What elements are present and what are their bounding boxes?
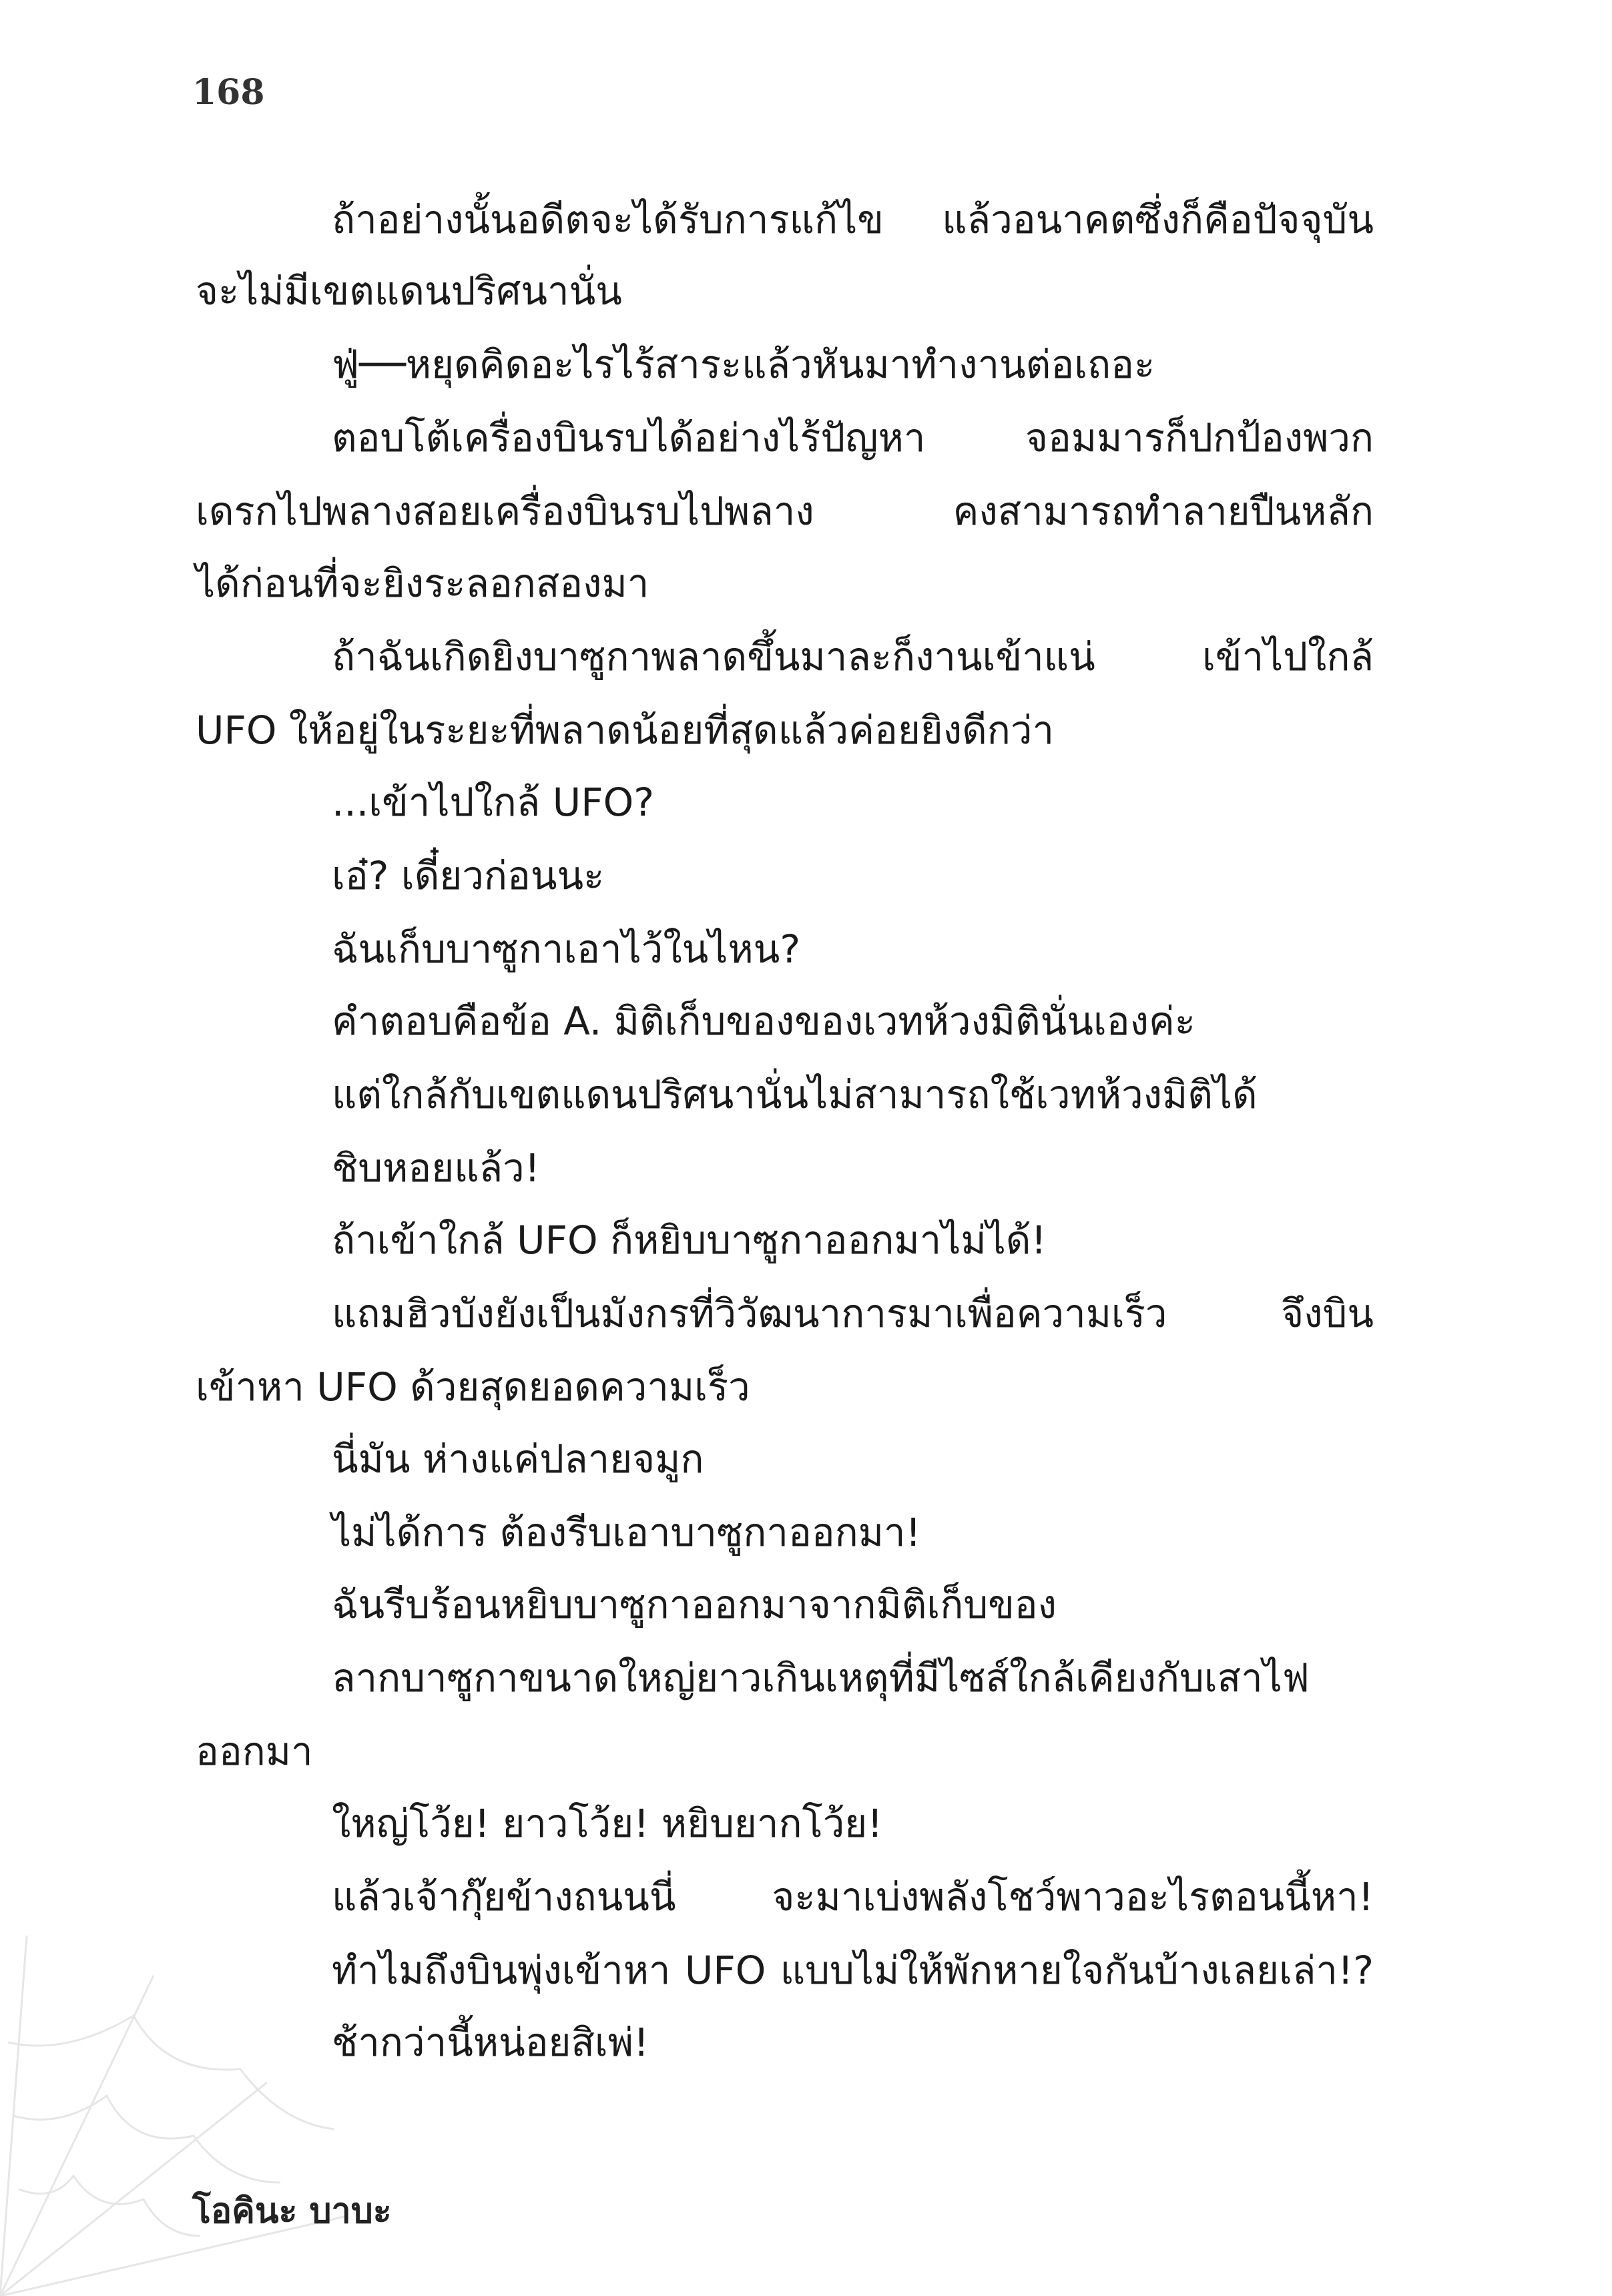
text-line: ช้ากว่านี้หน่อยสิเพ่! — [332, 2020, 649, 2065]
text-line: ...เข้าไปใกล้ UFO? — [332, 780, 655, 825]
text-line: ออกมา — [196, 1729, 313, 1774]
text-line: ฟู่──หยุดคิดอะไรไร้สาระแล้วหันมาทำงานต่อเถอะ — [332, 342, 1155, 387]
text-line: จะไม่มีเขตแดนปริศนานั่น — [196, 268, 622, 314]
text-line: ลากบาซูกาขนาดใหญ่ยาวเกินเหตุที่มีไซส์ใกล้เคียงกับเสาไฟ — [332, 1655, 1310, 1701]
text-line: ใหญ่โว้ย! ยาวโว้ย! หยิบยากโว้ย! — [332, 1801, 883, 1846]
text-line: ถ้าอย่างนั้นอดีตจะได้รับการแก้ไข แล้วอนาคตซึ่งก็คือปัจจุบัน — [332, 197, 1374, 242]
text-line: เดรกไปพลางสอยเครื่องบินรบไปพลาง คงสามารถทำลายปืนหลัก — [196, 489, 1374, 534]
page-number: 168 — [192, 72, 265, 113]
text-line: แต่ใกล้กับเขตแดนปริศนานั่นไม่สามารถใช้เวทห้วงมิติได้ — [332, 1072, 1258, 1117]
text-line: ชิบหอยแล้ว! — [332, 1145, 540, 1191]
cobweb-decoration — [0, 1936, 347, 2296]
text-line: ถ้าเข้าใกล้ UFO ก็หยิบบาซูกาออกมาไม่ได้! — [332, 1217, 1047, 1263]
text-line: เข้าหา UFO ด้วยสุดยอดความเร็ว — [196, 1364, 750, 1410]
text-line: ได้ก่อนที่จะยิงระลอกสองมา — [196, 561, 649, 606]
text-line: ตอบโต้เครื่องบินรบได้อย่างไร้ปัญหา จอมมารก็ปกป้องพวก — [332, 415, 1374, 461]
text-line: นี่มัน ห่างแค่ปลายจมูก — [332, 1436, 704, 1482]
text-line: คำตอบคือข้อ A. มิติเก็บของของเวทห้วงมิตินั่นเองค่ะ — [332, 998, 1195, 1044]
text-line: UFO ให้อยู่ในระยะที่พลาดน้อยที่สุดแล้วค่อยยิงดีกว่า — [196, 707, 1055, 753]
footer-author: โอคินะ บาบะ — [192, 2191, 392, 2231]
text-line: แล้วเจ้ากุ๊ยข้างถนนนี่ จะมาเบ่งพลังโชว์พาวอะไรตอนนี้หา! — [332, 1874, 1374, 1920]
text-line: ถ้าฉันเกิดยิงบาซูกาพลาดขึ้นมาละก็งานเข้าแน่ เข้าไปใกล้ — [332, 634, 1374, 679]
text-line: ทำไมถึงบินพุ่งเข้าหา UFO แบบไม่ให้พักหายใจกันบ้างเลยเล่า!? — [332, 1948, 1374, 1993]
text-line: ฉันเก็บบาซูกาเอาไว้ในไหน? — [332, 926, 801, 972]
text-line: แถมฮิวบังยังเป็นมังกรที่วิวัฒนาการมาเพื่อความเร็ว จึงบิน — [332, 1291, 1374, 1336]
text-line: ไม่ได้การ ต้องรีบเอาบาซูกาออกมา! — [332, 1510, 921, 1555]
text-line: เอ๋? เดี๋ยวก่อนนะ — [332, 853, 605, 898]
text-line: ฉันรีบร้อนหยิบบาซูกาออกมาจากมิติเก็บของ — [332, 1582, 1057, 1627]
